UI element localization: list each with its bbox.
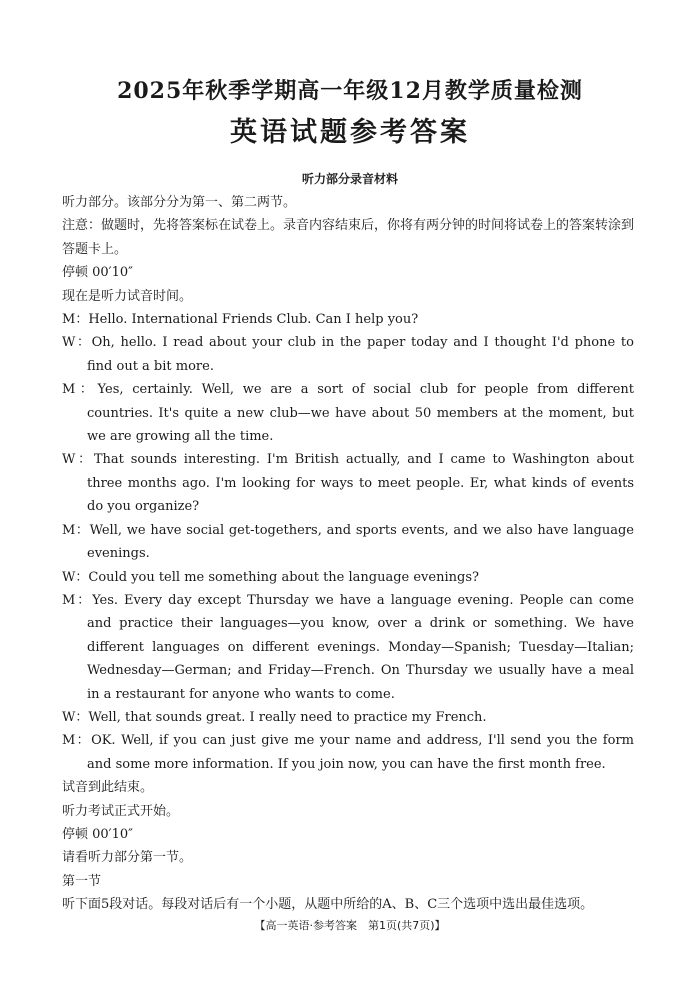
answer-key-title: 英语试题参考答案 <box>230 117 470 148</box>
exam-start-line: 听力考试正式开始。 <box>62 803 180 819</box>
turn-text: Could you tell me something about the language evenings? <box>88 569 479 585</box>
dialogue-turn: M：Well, we have social get-togethers, and sports events, and we also have language evenings. <box>62 522 634 562</box>
speaker-label: W <box>62 452 76 468</box>
pause-marker: 停顿 00′10″ <box>62 265 134 281</box>
turn-text: Oh, hello. I read about your club in the paper today and I thought I'd phone to find out a bit more. <box>87 335 634 374</box>
turn-text: Well, that sounds great. I really need to practice my French. <box>88 709 487 725</box>
turn-text: That sounds interesting. I'm British actually, and I came to Washington about three months ago. I'm looking for ways to meet people. Er, what kinds of events do you organize? <box>87 452 634 515</box>
speaker-label: W <box>62 709 76 725</box>
trial-end-line: 试音到此结束。 <box>62 780 154 796</box>
turn-text: Hello. International Friends Club. Can I help you? <box>88 312 419 328</box>
speaker-label: M <box>62 733 76 749</box>
dialogue-turn: W：Well, that sounds great. I really need to practice my French. <box>62 709 487 725</box>
speaker-label: W <box>62 569 76 585</box>
dialogue-turn: M：Yes, certainly. Well, we are a sort of social club for people from different countries. It's quite a new club—we have about 50 members at the moment, but we are growing all the time. <box>62 382 634 445</box>
speaker-label: M <box>62 312 76 328</box>
turn-text: OK. Well, if you can just give me your name and address, I'll send you the form and some more information. If you join now, you can have the first month free. <box>87 733 634 772</box>
dialogue-turn: W：Could you tell me something about the language evenings? <box>62 569 479 585</box>
speaker-label: M <box>62 382 76 398</box>
intro-line: 听力部分。该部分分为第一、第二两节。 <box>62 195 297 210</box>
turn-text: Yes, certainly. Well, we are a sort of social club for people from different countries. It's quite a new club—we have about 50 members at the moment, but we are growing all the time. <box>87 382 634 445</box>
dialogue-turn: M：Hello. International Friends Club. Can I help you? <box>62 312 419 328</box>
speaker-label: W <box>62 335 76 351</box>
turn-text: Well, we have social get-togethers, and sports events, and we also have language evenings. <box>87 522 634 562</box>
page-footer: 【高一英语·参考答案 第1页(共7页)】 <box>254 919 446 932</box>
exam-title: 2025年秋季学期高一年级12月教学质量检测 <box>117 78 583 104</box>
dialogue-turn: M：OK. Well, if you can just give me your name and address, I'll send you the form and some more information. If you join now, you can have the first month free. <box>62 733 634 772</box>
transcript-body <box>62 191 634 917</box>
speaker-label: M <box>62 592 76 608</box>
instruction-paragraph: 注意：做题时，先将答案标在试卷上。录音内容结束后，你将有两分钟的时间将试卷上的答案转涂到答题卡上。 <box>62 218 635 257</box>
section-heading: 听力部分录音材料 <box>301 172 398 186</box>
speaker-label: M <box>62 522 76 538</box>
pause-marker: 停顿 00′10″ <box>62 826 134 842</box>
dialogue-turn: W：Oh, hello. I read about your club in the paper today and I thought I'd phone to find out a bit more. <box>62 335 634 374</box>
dialogue-turn: W：That sounds interesting. I'm British actually, and I came to Washington about three months ago. I'm looking for ways to meet people. Er, what kinds of events do you organize? <box>62 452 634 515</box>
section-one-instruction: 听下面5段对话。每段对话后有一个小题，从题中所给的A、B、C三个选项中选出最佳选项。 <box>62 897 594 913</box>
part-one-prompt: 请看听力部分第一节。 <box>62 850 193 866</box>
dialogue-turn: M：Yes. Every day except Thursday we have a language evening. People can come and practice their languages—you know, over a drink or something. We have different languages on different evenings. Monday—Spanish; Tuesday—Italian; Wednesday—German; and Friday—French. On Thursday we usually have a meal in a restaurant for anyone who wants to come. <box>62 592 634 702</box>
turn-text: Yes. Every day except Thursday we have a language evening. People can come and practice their languages—you know, over a drink or something. We have different languages on different evenings. Monday—Spanish; Tuesday—Italian; Wednesday—German; and Friday—French. On Thursday we usually have a meal in a restaurant for anyone who wants to come. <box>87 592 634 702</box>
trial-start-line: 现在是听力试音时间。 <box>62 288 193 304</box>
section-one-label: 第一节 <box>62 873 102 889</box>
